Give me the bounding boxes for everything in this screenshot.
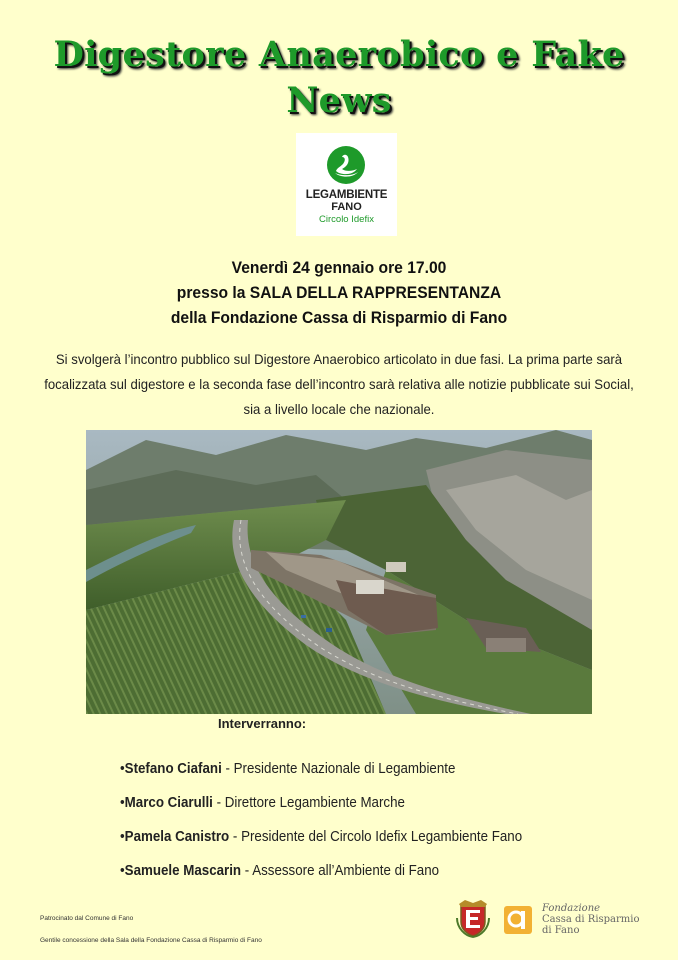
intro-line-3: sia a livello locale che nazionale. <box>243 401 435 417</box>
speakers-heading: Interverranno: <box>218 716 307 731</box>
footer-note-patronage: Patrocinato dal Comune di Fano <box>40 915 134 922</box>
speaker-name: Marco Ciarulli <box>124 795 213 811</box>
speaker-role: - Direttore Legambiente Marche <box>216 795 405 811</box>
speaker-item: •Samuele Mascarin - Assessore all’Ambiente di Fano <box>120 863 440 879</box>
event-details <box>27 255 651 330</box>
speaker-role: - Assessore all’Ambiente di Fano <box>244 863 440 879</box>
event-venue-line-1: presso la SALA DELLA RAPPRESENTANZA <box>176 283 502 302</box>
fondazione-logo-text <box>542 903 640 936</box>
event-date-time: Venerdì 24 gennaio ore 17.00 <box>231 258 447 277</box>
logo-circolo: Circolo Idefix <box>319 214 374 225</box>
speakers-list <box>120 752 557 888</box>
legambiente-logo <box>296 133 397 236</box>
footer-notes <box>40 908 262 952</box>
speaker-role: - Presidente del Circolo Idefix Legambiente Fano <box>232 829 523 845</box>
fondazione-line-1: Fondazione <box>542 903 601 914</box>
title-line-1: Digestore Anaerobico e Fake <box>53 34 625 75</box>
speaker-item: •Pamela Canistro - Presidente del Circolo Idefix Legambiente Fano <box>120 829 523 845</box>
event-venue-line-2: della Fondazione Cassa di Risparmio di Fano <box>170 308 508 327</box>
speaker-role: - Presidente Nazionale di Legambiente <box>225 761 456 777</box>
fondazione-line-2: Cassa di Risparmio <box>542 914 640 925</box>
speaker-name: Stefano Ciafani <box>124 761 222 777</box>
logo-city: FANO <box>331 201 362 213</box>
intro-line-2: focalizzata sul digestore e la seconda fase dell’incontro sarà relativa alle notizie pubblicate sui Social, <box>44 376 634 392</box>
fondazione-logo-icon <box>503 905 533 935</box>
logo-name: LEGAMBIENTE <box>305 189 388 201</box>
speaker-item: •Marco Ciarulli - Direttore Legambiente Marche <box>120 795 405 811</box>
swan-icon <box>326 145 366 185</box>
intro-paragraph <box>39 347 639 422</box>
speaker-item: •Stefano Ciafani - Presidente Nazionale di Legambiente <box>120 761 456 777</box>
digester-plant-illustration <box>86 430 592 714</box>
fondazione-line-3: di Fano <box>542 925 580 936</box>
footer-note-concession: Gentile concessione della Sala della Fondazione Cassa di Risparmio di Fano <box>40 937 262 944</box>
comune-fano-crest-icon <box>453 898 493 938</box>
speaker-name: Samuele Mascarin <box>124 863 242 879</box>
intro-line-1: Si svolgerà l’incontro pubblico sul Digestore Anaerobico articolato in due fasi. La prima parte sarà <box>55 351 623 367</box>
title-line-2: News <box>286 80 392 121</box>
aerial-photo <box>86 430 592 714</box>
speaker-name: Pamela Canistro <box>124 829 230 845</box>
poster-title <box>0 32 678 124</box>
